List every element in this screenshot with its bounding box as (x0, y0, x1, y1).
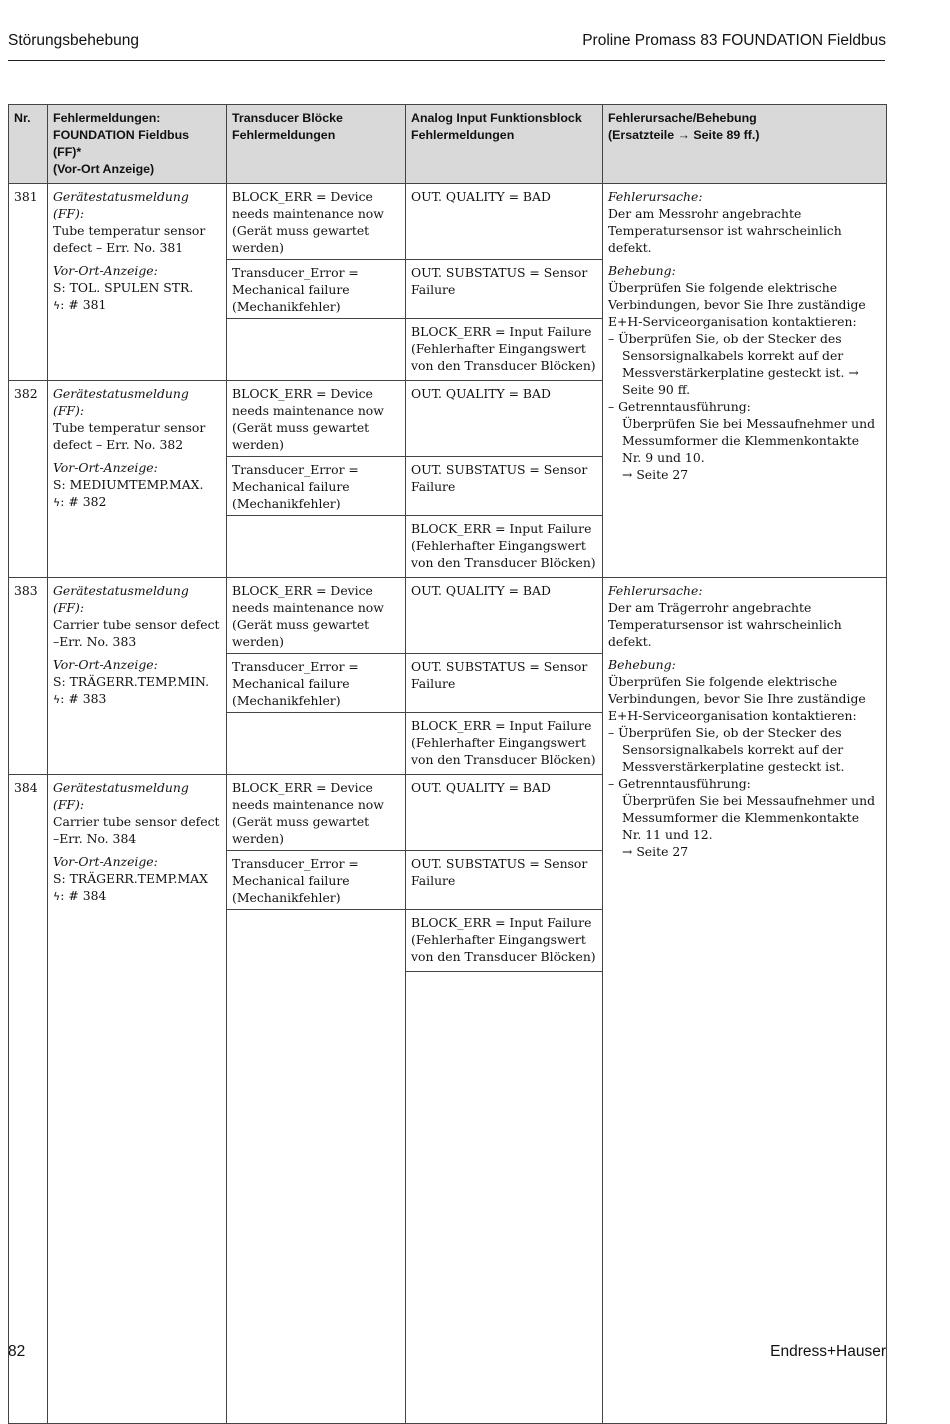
ff-status-label: Gerätestatusmeldung (FF): (53, 583, 189, 615)
ff-status-label: Gerätestatusmeldung (FF): (53, 386, 189, 418)
transducer-message-1: BLOCK_ERR = Device needs maintenance now (Gerät muss gewartet werden) (227, 578, 406, 654)
transducer-empty (227, 713, 406, 775)
ff-message: Carrier tube sensor defect –Err. No. 384 (53, 814, 220, 846)
page-reference: → Seite 27 (622, 844, 689, 859)
error-table (8, 104, 887, 1424)
error-number: 382 (9, 381, 48, 578)
alarm-flash-icon: ϟ (53, 890, 61, 903)
remedy-step-2: Überprüfen Sie bei Messaufnehmer und Messumformer die Klemmenkontakte Nr. 11 und 12. (622, 793, 876, 842)
display-code: S: TRÄGERR.TEMP.MAX (53, 871, 208, 886)
col-header-ff-messages: Fehlermeldungen: FOUNDATION Fieldbus (FF)* (Vor-Ort Anzeige) (48, 105, 227, 184)
transducer-message-2: Transducer_Error = Mechanical failure (Mechanikfehler) (227, 260, 406, 319)
ff-status-label: Gerätestatusmeldung (FF): (53, 780, 189, 812)
local-display-label: Vor-Ort-Anzeige: (53, 657, 158, 672)
ai-message-1: OUT. QUALITY = BAD (406, 578, 603, 654)
ff-message: Tube temperatur sensor defect – Err. No. 381 (53, 223, 206, 255)
alarm-flash-icon: ϟ (53, 693, 61, 706)
page-number: 82 (8, 1343, 26, 1360)
remedy-intro: Überprüfen Sie folgende elektrische Verbindungen, bevor Sie Ihre zuständige E+H-Serviceorganisation kontaktieren: (608, 280, 866, 329)
remedy-cell (603, 184, 887, 578)
error-code: ϟ: # 384 (53, 888, 107, 903)
remedy-intro: Überprüfen Sie folgende elektrische Verbindungen, bevor Sie Ihre zuständige E+H-Serviceorganisation kontaktieren: (608, 674, 866, 723)
section-title: Störungsbehebung (8, 32, 140, 49)
ff-message-cell (48, 578, 227, 775)
error-number: 383 (9, 578, 48, 775)
ff-message: Carrier tube sensor defect –Err. No. 383 (53, 617, 220, 649)
col-header-transducer: Transducer Blöcke Fehlermeldungen (227, 105, 406, 184)
ai-message-3: BLOCK_ERR = Input Failure (Fehlerhafter Eingangswert von den Transducer Blöcken) (406, 516, 603, 578)
ai-message-1: OUT. QUALITY = BAD (406, 775, 603, 851)
error-code: ϟ: # 383 (53, 691, 107, 706)
col-header-nr: Nr. (9, 105, 48, 184)
ai-message-3: BLOCK_ERR = Input Failure (Fehlerhafter Eingangswert von den Transducer Blöcken) (406, 910, 603, 972)
ai-message-2: OUT. SUBSTATUS = Sensor Failure (406, 654, 603, 713)
table-row (9, 184, 887, 260)
error-number: 384 (9, 775, 48, 1424)
local-display-label: Vor-Ort-Anzeige: (53, 460, 158, 475)
transducer-message-1: BLOCK_ERR = Device needs maintenance now (Gerät muss gewartet werden) (227, 184, 406, 260)
remedy-label: Behebung: (608, 657, 676, 672)
transducer-empty (227, 319, 406, 381)
transducer-message-1: BLOCK_ERR = Device needs maintenance now (Gerät muss gewartet werden) (227, 775, 406, 851)
col-header-analog-input: Analog Input Funktionsblock Fehlermeldungen (406, 105, 603, 184)
ai-message-2: OUT. SUBSTATUS = Sensor Failure (406, 851, 603, 910)
local-display-label: Vor-Ort-Anzeige: (53, 854, 158, 869)
ff-message: Tube temperatur sensor defect – Err. No. 382 (53, 420, 206, 452)
ai-message-3: BLOCK_ERR = Input Failure (Fehlerhafter Eingangswert von den Transducer Blöcken) (406, 713, 603, 775)
table-row (9, 578, 887, 654)
cause-label: Fehlerursache: (608, 189, 703, 204)
cause-label: Fehlerursache: (608, 583, 703, 598)
alarm-flash-icon: ϟ (53, 299, 61, 312)
ff-status-label: Gerätestatusmeldung (FF): (53, 189, 189, 221)
error-code: ϟ: # 382 (53, 494, 107, 509)
cause-text: Der am Messrohr angebrachte Temperatursensor ist wahrscheinlich defekt. (608, 206, 842, 255)
remedy-step-1: – Überprüfen Sie, ob der Stecker des Sensorsignalkabels korrekt auf der Messverstärkerplatine gesteckt ist. → Seite 90 ff. (608, 331, 859, 397)
remedy-step-2-title: – Getrenntausführung: (608, 399, 751, 414)
transducer-empty (227, 516, 406, 578)
error-number: 381 (9, 184, 48, 381)
local-display-label: Vor-Ort-Anzeige: (53, 263, 158, 278)
document-title: Proline Promass 83 FOUNDATION Fieldbus (582, 32, 886, 49)
transducer-message-2: Transducer_Error = Mechanical failure (Mechanikfehler) (227, 457, 406, 516)
display-code: S: MEDIUMTEMP.MAX. (53, 477, 204, 492)
ai-message-1: OUT. QUALITY = BAD (406, 381, 603, 457)
ai-message-1: OUT. QUALITY = BAD (406, 184, 603, 260)
ai-message-2: OUT. SUBSTATUS = Sensor Failure (406, 457, 603, 516)
remedy-label: Behebung: (608, 263, 676, 278)
transducer-message-2: Transducer_Error = Mechanical failure (Mechanikfehler) (227, 654, 406, 713)
transducer-empty (227, 910, 406, 1424)
cause-text: Der am Trägerrohr angebrachte Temperatursensor ist wahrscheinlich defekt. (608, 600, 842, 649)
alarm-flash-icon: ϟ (53, 496, 61, 509)
ai-message-3: BLOCK_ERR = Input Failure (Fehlerhafter Eingangswert von den Transducer Blöcken) (406, 319, 603, 381)
remedy-cell (603, 578, 887, 1424)
ff-message-cell (48, 381, 227, 578)
ai-message-2: OUT. SUBSTATUS = Sensor Failure (406, 260, 603, 319)
error-code: ϟ: # 381 (53, 297, 107, 312)
remedy-step-2-title: – Getrenntausführung: (608, 776, 751, 791)
display-code: S: TRÄGERR.TEMP.MIN. (53, 674, 210, 689)
transducer-message-2: Transducer_Error = Mechanical failure (Mechanikfehler) (227, 851, 406, 910)
brand-name: Endress+Hauser (770, 1343, 886, 1360)
ff-message-cell (48, 775, 227, 1424)
remedy-step-1: – Überprüfen Sie, ob der Stecker des Sensorsignalkabels korrekt auf der Messverstärkerplatine gesteckt ist. (608, 725, 845, 774)
display-code: S: TOL. SPULEN STR. (53, 280, 194, 295)
ff-message-cell (48, 184, 227, 381)
page-reference: → Seite 27 (622, 467, 689, 482)
remedy-step-2: Überprüfen Sie bei Messaufnehmer und Messumformer die Klemmenkontakte Nr. 9 und 10. (622, 416, 876, 465)
transducer-message-1: BLOCK_ERR = Device needs maintenance now (Gerät muss gewartet werden) (227, 381, 406, 457)
ai-empty (406, 972, 603, 1424)
col-header-cause-remedy: Fehlerursache/Behebung (Ersatzteile → Seite 89 ff.) (603, 105, 887, 184)
header-divider (8, 60, 885, 61)
table-header-row (9, 105, 887, 184)
